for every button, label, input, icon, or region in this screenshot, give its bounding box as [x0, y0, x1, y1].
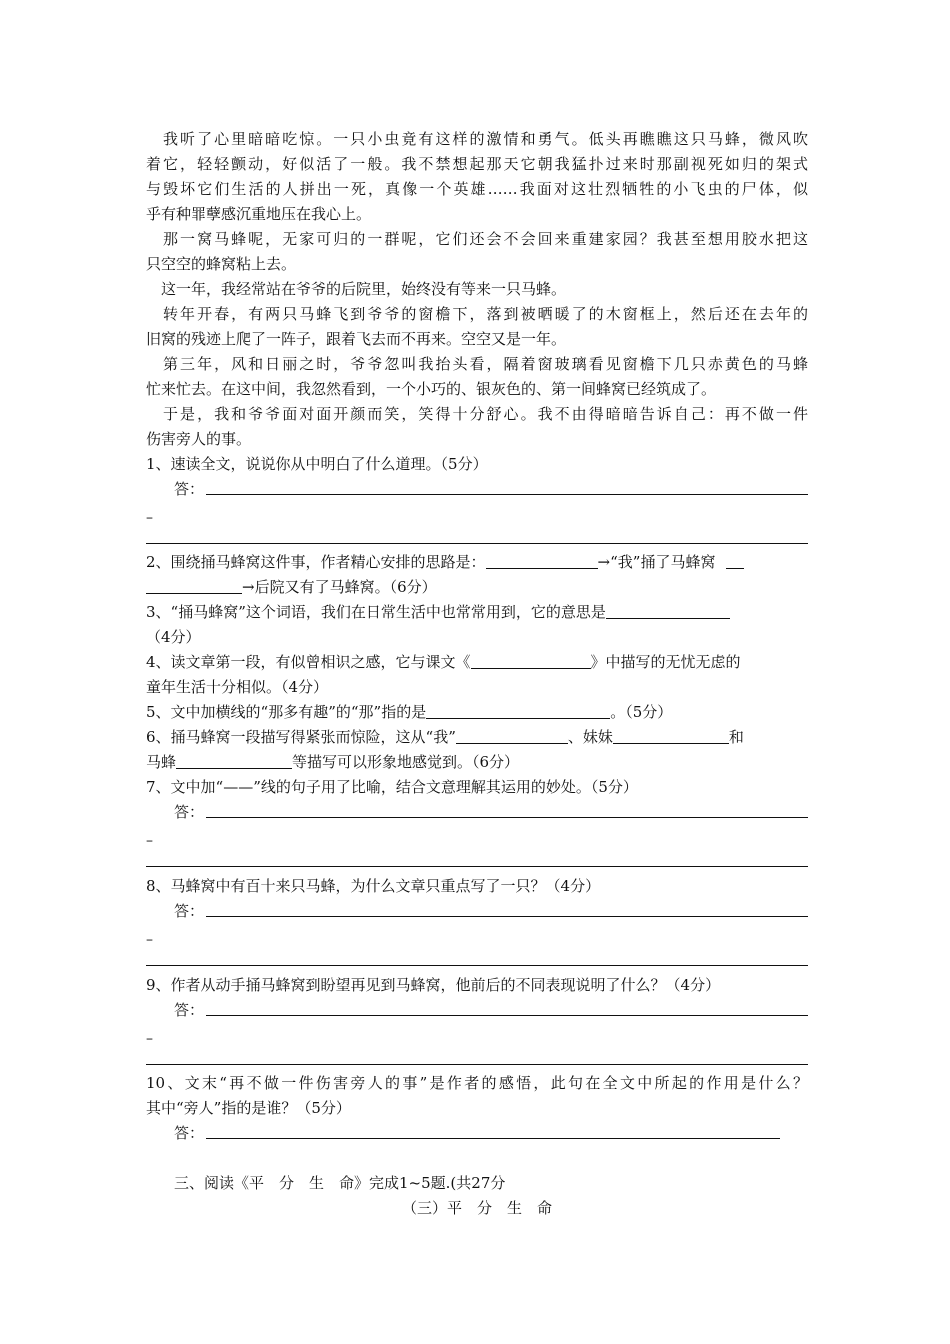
passage-line: 忙来忙去。在这中间，我忽然看到，一个小巧的、银灰色的、第一间蜂窝已经筑成了。 — [146, 380, 717, 398]
answer-line[interactable] — [206, 494, 808, 495]
passage-line: 乎有种罪孽感沉重地压在我心上。 — [146, 205, 372, 223]
dash-mark: – — [146, 833, 153, 849]
answer-line[interactable] — [206, 916, 808, 917]
question-8: 8、马蜂窝中有百十来只马蜂，为什么文章只重点写了一只？（4分） — [146, 877, 601, 895]
section-title: （三）平 分 生 命 — [401, 1199, 552, 1217]
blank[interactable] — [456, 729, 568, 744]
answer-line[interactable] — [206, 817, 808, 818]
answer-line[interactable] — [146, 543, 808, 544]
passage-line: 我听了心里暗暗吃惊。一只小虫竟有这样的激情和勇气。低头再瞧瞧这只马蜂，微风吹 — [146, 130, 808, 148]
answer-line[interactable] — [146, 866, 808, 867]
answer-label: 答： — [174, 803, 205, 821]
question-6-cont: 马蜂 等描写可以形象地感觉到。（6分） — [146, 753, 520, 771]
question-2: 2、围绕捅马蜂窝这件事，作者精心安排的思路是： →“我”捅了马蜂窝 — [146, 551, 744, 573]
passage-line: 那一窝马蜂呢，无家可归的一群呢，它们还会不会回来重建家园？我甚至想用胶水把这 — [146, 230, 808, 248]
question-6: 6、捅马蜂窝一段描写得紧张而惊险，这从“我” 、妹妹 和 — [146, 728, 744, 746]
question-10-cont: 其中“旁人”指的是谁？（5分） — [146, 1099, 351, 1117]
passage-line: 这一年，我经常站在爷爷的后院里，始终没有等来一只马蜂。 — [146, 280, 567, 298]
answer-line[interactable] — [146, 965, 808, 966]
passage-line: 与毁坏它们生活的人拼出一死，真像一个英雄……我面对这壮烈牺牲的小飞虫的尸体，似 — [146, 180, 808, 198]
dash-mark: – — [146, 1031, 153, 1047]
section-heading: 三、阅读《平 分 生 命》完成1~5题.(共27分 — [174, 1174, 506, 1192]
question-2-cont: →后院又有了马蜂窝。（6分） — [146, 576, 437, 598]
passage-line: 伤害旁人的事。 — [146, 430, 252, 448]
answer-label: 答： — [174, 1124, 205, 1142]
blank[interactable] — [606, 604, 730, 619]
question-5: 5、文中加横线的“那多有趣”的“那”指的是 。（5分） — [146, 703, 673, 721]
blank[interactable] — [146, 579, 242, 594]
blank[interactable] — [613, 729, 729, 744]
blank[interactable] — [726, 554, 744, 569]
answer-label: 答： — [174, 902, 205, 920]
answer-label: 答： — [174, 1001, 205, 1019]
blank[interactable] — [486, 554, 598, 569]
question-9: 9、作者从动手捅马蜂窝到盼望再见到马蜂窝，他前后的不同表现说明了什么？（4分） — [146, 976, 721, 994]
passage-line: 第三年，风和日丽之时，爷爷忽叫我抬头看，隔着窗玻璃看见窗檐下几只赤黄色的马蜂 — [146, 355, 808, 373]
question-3-score: （4分） — [146, 628, 201, 646]
passage-line: 着它，轻轻颤动，好似活了一般。我不禁想起那天它朝我猛扑过来时那副视死如归的架式 — [146, 155, 808, 173]
blank[interactable] — [426, 704, 610, 719]
passage-line: 只空空的蜂窝粘上去。 — [146, 255, 297, 273]
passage-line: 转年开春，有两只马蜂飞到爷爷的窗檐下，落到被晒暖了的木窗框上，然后还在去年的 — [146, 305, 808, 323]
answer-line[interactable] — [206, 1015, 808, 1016]
dash-mark: – — [146, 932, 153, 948]
dash-mark: – — [146, 510, 153, 526]
passage-line: 旧窝的残迹上爬了一阵子，跟着飞去而不再来。空空又是一年。 — [146, 330, 567, 348]
question-4: 4、读文章第一段，有似曾相识之感，它与课文《 》中描写的无忧无虑的 — [146, 653, 741, 671]
answer-label: 答： — [174, 480, 205, 498]
question-3: 3、“捅马蜂窝”这个词语，我们在日常生活中也常常用到，它的意思是 — [146, 601, 730, 623]
question-7: 7、文中加“——”线的句子用了比喻，结合文意理解其运用的妙处。（5分） — [146, 778, 638, 796]
blank[interactable] — [471, 654, 591, 669]
blank[interactable] — [176, 754, 292, 769]
answer-line[interactable] — [146, 1064, 808, 1065]
question-1: 1、速读全文，说说你从中明白了什么道理。（5分） — [146, 455, 488, 473]
answer-line[interactable] — [206, 1138, 780, 1139]
question-4-cont: 童年生活十分相似。（4分） — [146, 678, 329, 696]
question-10: 10、文末“再不做一件伤害旁人的事”是作者的感悟，此句在全文中所起的作用是什么？ — [146, 1074, 808, 1092]
passage-line: 于是，我和爷爷面对面开颜而笑，笑得十分舒心。我不由得暗暗告诉自己：再不做一件 — [146, 405, 808, 423]
